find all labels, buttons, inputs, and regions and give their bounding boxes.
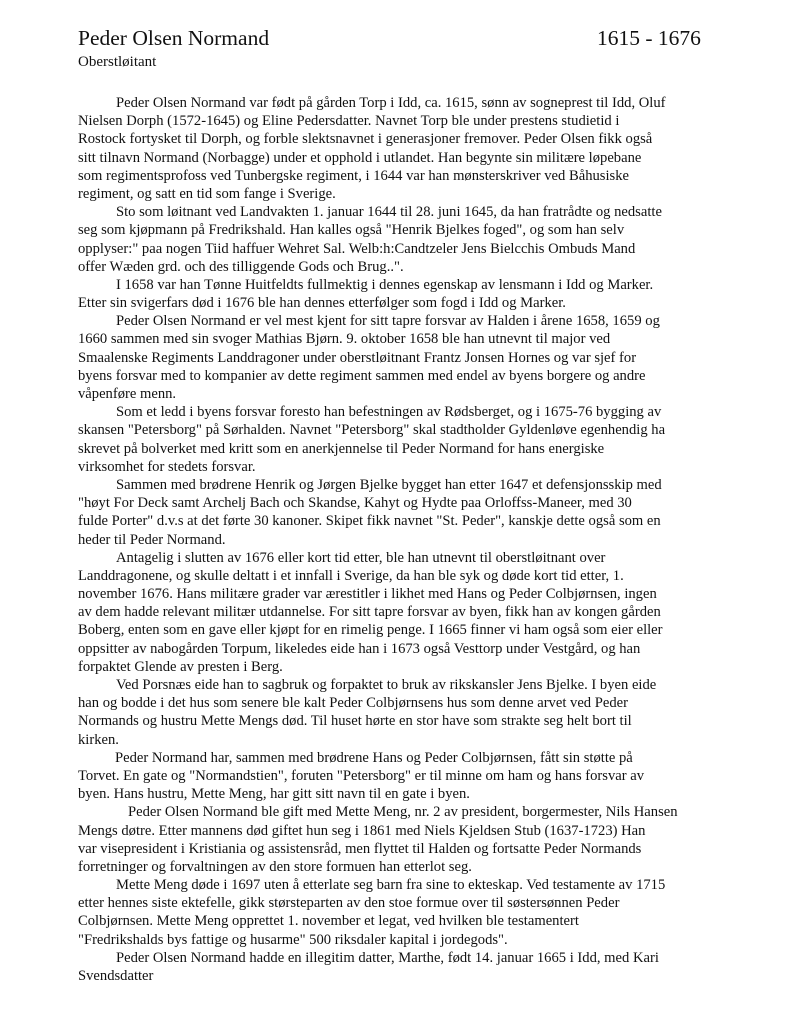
text-line: fulde Porter" d.v.s at det førte 30 kanoner. Skipet fikk navnet "St. Peder", kanskje dette også som en <box>78 513 661 530</box>
text-line: "Fredrikshalds bys fattige og husarme" 500 riksdaler kapital i jordegods". <box>78 931 508 948</box>
text-line: av dem hadde relevant militær utdannelse. For sitt tapre forsvar av byen, fikk han av kongen gården <box>78 604 661 621</box>
text-line: Mette Meng døde i 1697 uten å etterlate seg barn fra sine to ekteskap. Ved testamente av 1715 <box>116 877 666 894</box>
text-line: Sto som løitnant ved Landvakten 1. januar 1644 til 28. juni 1645, da han fratrådte og nedsatte <box>116 204 662 221</box>
text-line: etter hennes siste ektefelle, gikk størsteparten av den stoe formue over til søstersønnen Peder <box>78 895 620 912</box>
text-line: Normands og hustru Mette Mengs død. Til huset hørte en stor have som strakte seg helt bort til <box>78 713 632 730</box>
text-line: Smaalenske Regiments Landdragoner under oberstløitnant Frantz Jonsen Hornes og var sjef for <box>78 349 637 366</box>
text-line: Landdragonene, og skulle deltatt i et innfall i Sverige, da han ble syk og døde kort tid etter, 1. <box>78 567 624 584</box>
text-line: opplyser:" paa nogen Tiid haffuer Wehret Sal. Welb:h:Candtzeler Jens Bielcchis Ombuds Mand <box>78 240 636 257</box>
text-line: skrevet på bolverket med kritt som en anerkjennelse til Peder Normand for hans energiske <box>78 440 605 457</box>
text-line: virksomhet for stedets forsvar. <box>78 458 256 475</box>
document-subtitle: Oberstløitant <box>78 54 157 70</box>
text-line: "høyt For Deck samt Archelj Bach och Skandse, Kahyt og Hydte paa Orloffss-Maneer, med 30 <box>78 495 632 512</box>
text-line: Rostock fortysket til Dorph, og forble slektsnavnet i generasjoner fremover. Peder Olsen fikk også <box>78 131 653 148</box>
text-line: sitt tilnavn Normand (Norbagge) under et opphold i utlandet. Han begynte sin militære løpebane <box>78 149 642 166</box>
text-line: skansen "Petersborg" på Sørhalden. Navnet "Petersborg" skal stadtholder Gyldenløve egenhendig ha <box>78 422 666 439</box>
text-line: heder til Peder Normand. <box>78 531 226 548</box>
text-line: byen. Hans hustru, Mette Meng, har gitt sitt navn til en gate i byen. <box>78 786 470 803</box>
text-line: forretninger og forvaltningen av den store formuen han etterlot seg. <box>78 858 472 875</box>
text-line: byens forsvar med to kompanier av dette regiment sammen med endel av byens borgere og andre <box>78 367 646 384</box>
document-title: Peder Olsen Normand <box>78 26 270 50</box>
text-line: Colbjørnsen. Mette Meng opprettet 1. november et legat, ved hvilken ble testamentert <box>78 913 579 930</box>
text-line: kirken. <box>78 731 119 748</box>
biography-text <box>78 94 778 985</box>
text-line: Boberg, enten som en gave eller kjøpt for en rimelig penge. I 1665 finner vi ham også som eier eller <box>78 622 663 639</box>
text-line: han og bodde i det hus som senere ble kalt Peder Colbjørnsens hus som denne arvet ved Peder <box>78 695 628 712</box>
text-line: som regimentsprofoss ved Tunbergske regiment, i 1644 var han mønsterskriver ved Båhusiske <box>78 167 629 184</box>
text-line: Peder Normand har, sammen med brødrene Hans og Peder Colbjørnsen, fått sin støtte på <box>115 749 633 766</box>
text-line: Torvet. En gate og "Normandstien", foruten "Petersborg" er til minne om ham og hans forsvar av <box>78 767 645 784</box>
text-line: Peder Olsen Normand er vel mest kjent for sitt tapre forsvar av Halden i årene 1658, 1659 og <box>116 313 660 330</box>
life-years: 1615 - 1676 <box>597 26 701 50</box>
text-line: forpaktet Glende av presten i Berg. <box>78 658 283 675</box>
text-line: oppsitter av nabogården Torpum, likeledes eide han i 1673 også Vesttorp under Vestgård, og han <box>78 640 641 657</box>
text-line: Peder Olsen Normand ble gift med Mette Meng, nr. 2 av president, borgermester, Nils Hansen <box>128 804 678 821</box>
text-line: Svendsdatter <box>78 968 154 984</box>
text-line: Etter sin svigerfars død i 1676 ble han dennes etterfølger som fogd i Idd og Marker. <box>78 295 566 312</box>
text-line: offer Wæden grd. och des tilliggende Gods och Brug..". <box>78 258 404 275</box>
text-line: Peder Olsen Normand var født på gården Torp i Idd, ca. 1615, sønn av sogneprest til Idd, Oluf <box>116 95 666 111</box>
text-line: våpenføre menn. <box>78 386 177 402</box>
text-line: I 1658 var han Tønne Huitfeldts fullmektig i dennes egenskap av lensmann i Idd og Marker. <box>116 276 654 293</box>
text-line: Antagelig i slutten av 1676 eller kort tid etter, ble han utnevnt til oberstløitnant over <box>116 549 606 566</box>
text-line: november 1676. Hans militære grader var ærestitler i likhet med Hans og Peder Colbjørnsen, ingen <box>78 586 657 603</box>
text-line: Sammen med brødrene Henrik og Jørgen Bjelke bygget han etter 1647 et defensjonsskip med <box>116 476 662 493</box>
text-line: Nielsen Dorph (1572-1645) og Eline Pedersdatter. Navnet Torp ble under prestens studietid i <box>78 113 620 130</box>
text-line: Ved Porsnæs eide han to sagbruk og forpaktet to bruk av rikskansler Jens Bjelke. I byen eide <box>116 677 657 693</box>
text-line: var visepresident i Kristiania og assistensråd, men flyttet til Halden og fortsatte Peder Normands <box>78 840 642 857</box>
text-line: Peder Olsen Normand hadde en illegitim datter, Marthe, født 14. januar 1665 i Idd, med Kari <box>116 949 659 966</box>
text-line: regiment, og satt en tid som fange i Sverige. <box>78 185 336 202</box>
text-line: 1660 sammen med sin svoger Mathias Bjørn. 9. oktober 1658 ble han utnevnt til major ved <box>78 331 611 348</box>
text-line: Mengs døtre. Etter mannens død giftet hun seg i 1861 med Niels Kjeldsen Stub (1637-1723) Han <box>78 822 646 839</box>
text-line: seg som kjøpmann på Fredrikshald. Han kalles også "Henrik Bjelkes foged", og som han selv <box>78 222 625 239</box>
text-line: Som et ledd i byens forsvar foresto han befestningen av Rødsberget, og i 1675-76 bygging av <box>116 404 662 421</box>
